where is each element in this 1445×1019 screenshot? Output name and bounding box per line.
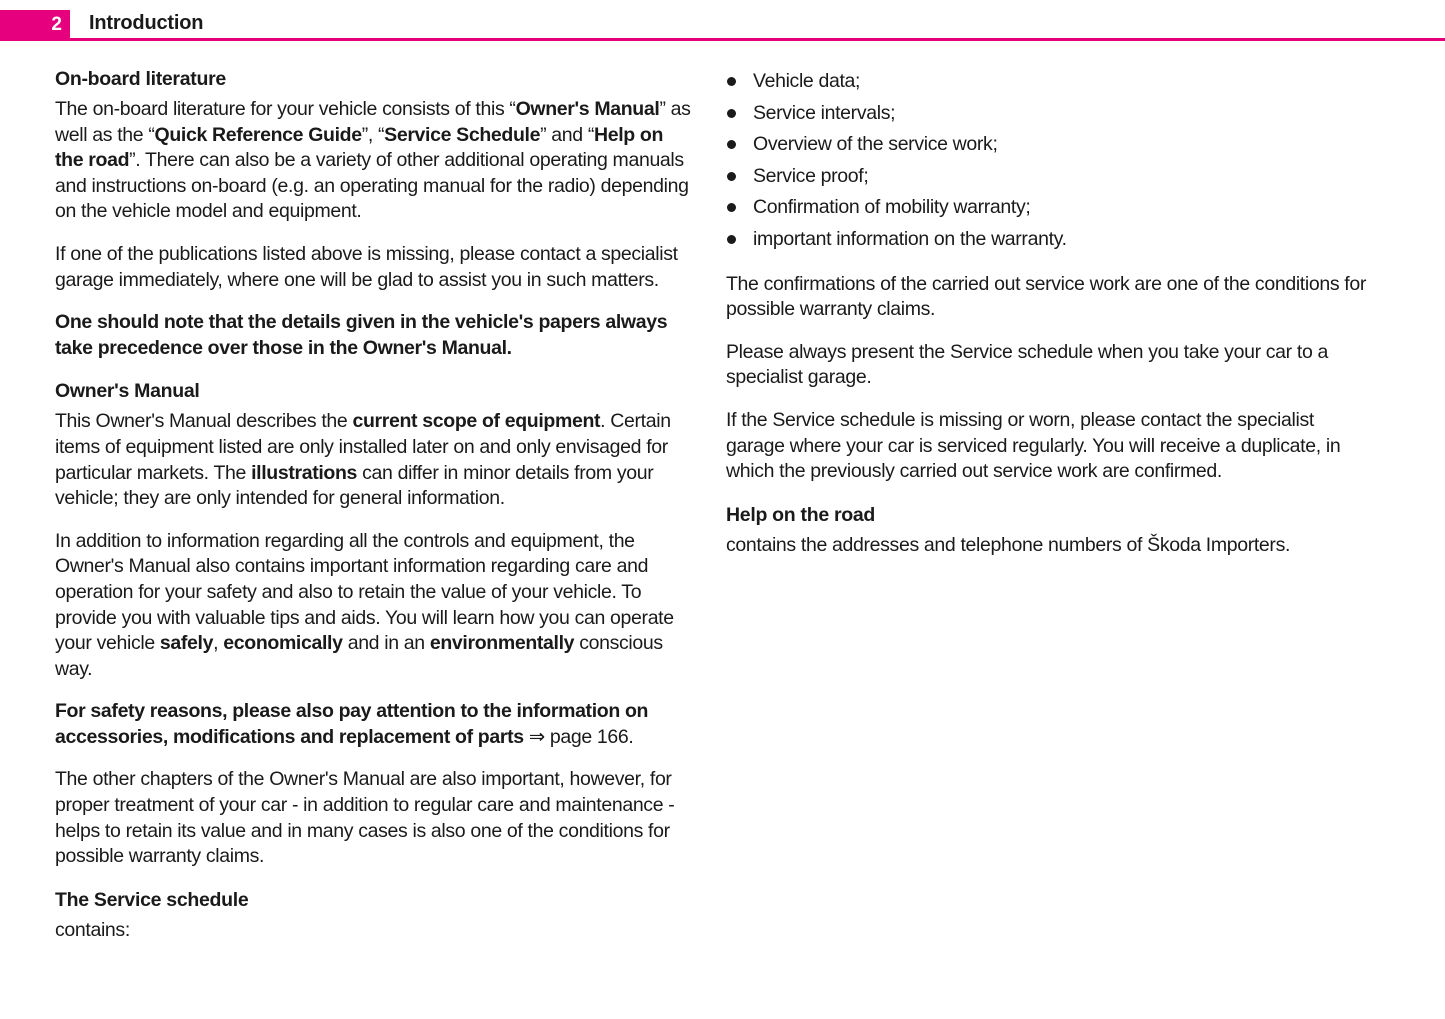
bullet-icon — [727, 77, 736, 86]
list-item: Vehicle data; — [726, 66, 1376, 98]
chapter-title: Introduction — [89, 12, 204, 34]
help-on-the-road-heading: Help on the road — [726, 503, 876, 526]
list-item: Confirmation of mobility warranty; — [726, 192, 1376, 224]
page-number: 2 — [0, 10, 70, 40]
bullet-icon — [727, 203, 736, 212]
bullet-icon — [727, 140, 736, 149]
page-reference-link[interactable]: page 166. — [549, 725, 634, 748]
precedence-note: One should note that the details given in the vehicle's papers always take precedence over those in the Owner's Manual. — [55, 311, 668, 359]
onboard-literature-paragraph: The on-board literature for your vehicle consists of this “Owner's Manual” as well as the “Quick Reference Guide”, “Service Schedule” and “Help on the road”. There can also be a variety of other additional operating manuals and instructions on-board (e.g. an operating manual for the radio) depending on the vehicle model and equipment. — [55, 98, 691, 223]
owners-manual-heading: Owner's Manual — [55, 380, 200, 403]
list-item: Overview of the service work; — [726, 129, 1376, 161]
service-schedule-heading: The Service schedule — [55, 888, 249, 911]
other-chapters-paragraph: The other chapters of the Owner's Manual are also important, however, for proper treatment of your car - in addition to regular care and maintenance - helps to retain its value and in many cases is also one of the conditions for possible warranty claims. — [55, 768, 675, 868]
list-item: important information on the warranty. — [726, 224, 1376, 256]
right-column — [726, 66, 1376, 575]
owners-manual-scope-paragraph: This Owner's Manual describes the current scope of equipment. Certain items of equipment listed are only installed later on and only envisaged for particular markets. The illustrations can differ in minor details from your vehicle; they are only intended for general information. — [55, 410, 671, 510]
help-on-the-road-paragraph: contains the addresses and telephone numbers of Škoda Importers. — [726, 533, 1291, 556]
bullet-icon — [727, 235, 736, 244]
present-schedule-paragraph: Please always present the Service schedule when you take your car to a specialist garage. — [726, 340, 1329, 389]
bullet-icon — [727, 172, 736, 181]
page-ref-arrow: ⇒ — [523, 725, 550, 748]
safety-reasons-paragraph: For safety reasons, please also pay attention to the information on accessories, modifications and replacement of parts ⇒ page 166. — [55, 700, 649, 748]
confirmations-paragraph: The confirmations of the carried out service work are one of the conditions for possible warranty claims. — [726, 272, 1367, 321]
list-item: Service proof; — [726, 161, 1376, 193]
list-item: Service intervals; — [726, 98, 1376, 130]
owners-manual-info-paragraph: In addition to information regarding all the controls and equipment, the Owner's Manual also contains important information regarding care and operation for your safety and also to retain the value of your vehicle. To provide you with valuable tips and aids. You will learn how you can operate your vehicle safely, economically and in an environmentally conscious way. — [55, 529, 674, 680]
header-rule — [0, 38, 1445, 41]
onboard-literature-heading: On-board literature — [55, 68, 226, 90]
left-column — [55, 66, 695, 960]
page-header — [0, 0, 1445, 42]
bullet-icon — [727, 109, 736, 118]
missing-publications-paragraph: If one of the publications listed above is missing, please contact a specialist garage immediately, where one will be glad to assist you in such matters. — [55, 242, 678, 291]
service-schedule-contents-list — [726, 66, 1376, 256]
service-schedule-intro: contains: — [55, 918, 130, 941]
missing-schedule-paragraph: If the Service schedule is missing or worn, please contact the specialist garage where your car is serviced regularly. You will receive a duplicate, in which the previously carried out service work are confirmed. — [726, 408, 1341, 483]
